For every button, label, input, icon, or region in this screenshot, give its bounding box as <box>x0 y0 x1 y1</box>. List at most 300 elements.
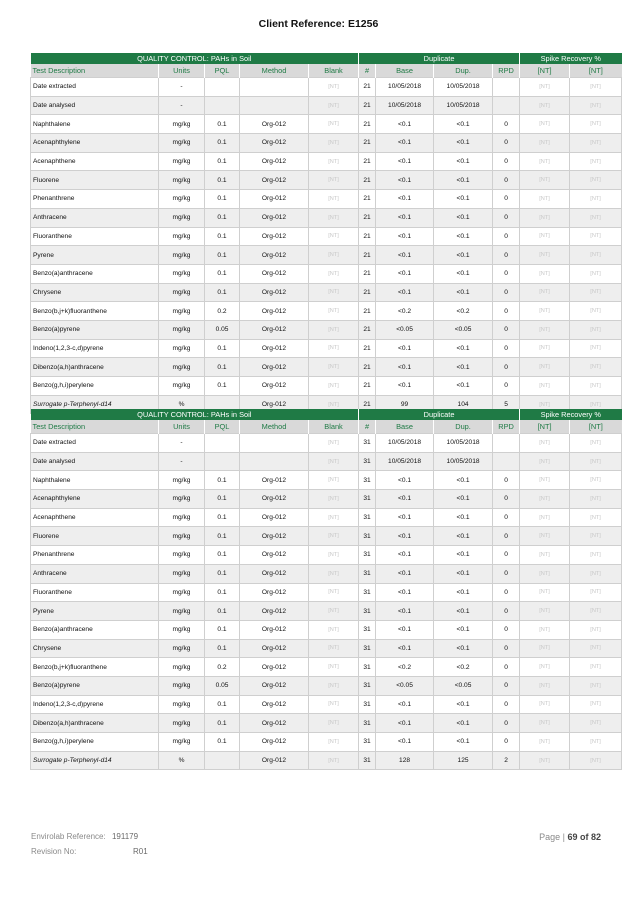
table-row <box>31 508 622 527</box>
table-cell: - <box>159 96 205 115</box>
table-cell: Naphthalene <box>31 471 159 490</box>
table-cell: Acenaphthene <box>31 152 159 171</box>
table-cell: [NT] <box>520 658 570 677</box>
table-cell: 0 <box>493 527 520 546</box>
revision-value: R01 <box>133 847 148 856</box>
table-cell: Org-012 <box>240 246 309 265</box>
table-cell: [NT] <box>309 490 359 509</box>
table-cell: 0 <box>493 302 520 321</box>
table-cell: 31 <box>359 452 376 471</box>
column-header: Method <box>240 420 309 434</box>
table-cell: [NT] <box>309 339 359 358</box>
table-cell: 0.1 <box>205 733 240 752</box>
table-cell: mg/kg <box>159 190 205 209</box>
table-cell: 0 <box>493 264 520 283</box>
table-cell: [NT] <box>570 152 622 171</box>
table-cell: 0.1 <box>205 527 240 546</box>
table-cell: 0.1 <box>205 639 240 658</box>
table-cell: [NT] <box>309 246 359 265</box>
table-cell: [NT] <box>570 395 622 414</box>
table-cell: <0.1 <box>434 283 493 302</box>
table-cell: [NT] <box>570 246 622 265</box>
table-cell: 0 <box>493 602 520 621</box>
table-cell: Org-012 <box>240 152 309 171</box>
table-cell: <0.1 <box>376 508 434 527</box>
table-cell: Benzo(g,h,i)perylene <box>31 377 159 396</box>
table-cell: mg/kg <box>159 246 205 265</box>
table-cell: 0 <box>493 208 520 227</box>
table-cell: 0.1 <box>205 115 240 134</box>
table-cell: <0.1 <box>434 620 493 639</box>
table-cell: <0.1 <box>376 227 434 246</box>
table-cell: <0.1 <box>434 471 493 490</box>
table-cell: [NT] <box>520 733 570 752</box>
table-cell: <0.1 <box>376 264 434 283</box>
table-cell: Org-012 <box>240 320 309 339</box>
table-cell: mg/kg <box>159 320 205 339</box>
table-cell: [NT] <box>309 452 359 471</box>
column-header: Units <box>159 64 205 78</box>
table-cell <box>205 78 240 97</box>
table-cell: mg/kg <box>159 620 205 639</box>
table-cell: Org-012 <box>240 115 309 134</box>
table-row <box>31 134 622 153</box>
table-cell: mg/kg <box>159 377 205 396</box>
table-cell: Phenanthrene <box>31 546 159 565</box>
table-cell <box>205 96 240 115</box>
table-cell: <0.1 <box>434 714 493 733</box>
table-cell: 31 <box>359 602 376 621</box>
table-cell: 5 <box>493 395 520 414</box>
table-cell: 0.1 <box>205 490 240 509</box>
table-cell: [NT] <box>309 171 359 190</box>
table-cell: <0.1 <box>376 733 434 752</box>
table-cell: <0.1 <box>434 527 493 546</box>
table-cell: Org-012 <box>240 134 309 153</box>
table-cell: <0.1 <box>376 358 434 377</box>
table-cell: Org-012 <box>240 751 309 770</box>
table-cell: Org-012 <box>240 564 309 583</box>
table-cell: 21 <box>359 171 376 190</box>
table-cell: 21 <box>359 227 376 246</box>
table-cell: 21 <box>359 190 376 209</box>
table-cell: [NT] <box>520 639 570 658</box>
table-cell: 10/05/2018 <box>434 434 493 453</box>
column-header: # <box>359 420 376 434</box>
table-cell: 31 <box>359 490 376 509</box>
table-cell: 0 <box>493 658 520 677</box>
table-cell: [NT] <box>570 96 622 115</box>
table-cell <box>240 78 309 97</box>
page-number-value: 69 of 82 <box>567 832 601 842</box>
table-cell: <0.1 <box>434 358 493 377</box>
table-cell: 0 <box>493 490 520 509</box>
envirolab-reference-label: Envirolab Reference: <box>31 832 106 841</box>
table-cell: Org-012 <box>240 620 309 639</box>
table-cell: <0.1 <box>376 471 434 490</box>
page-number-label: Page | <box>539 832 565 842</box>
table-cell: <0.1 <box>376 564 434 583</box>
table-cell: 2 <box>493 751 520 770</box>
table-cell: 0.1 <box>205 471 240 490</box>
table-cell: [NT] <box>520 714 570 733</box>
table-cell: Org-012 <box>240 676 309 695</box>
table-cell <box>493 96 520 115</box>
table-cell: [NT] <box>570 676 622 695</box>
table-cell: <0.1 <box>376 602 434 621</box>
table-cell: <0.1 <box>434 208 493 227</box>
table-cell: Date analysed <box>31 96 159 115</box>
table-cell: [NT] <box>309 434 359 453</box>
table-cell: [NT] <box>520 152 570 171</box>
column-header: [NT] <box>520 420 570 434</box>
table-cell: [NT] <box>570 264 622 283</box>
column-header: Blank <box>309 420 359 434</box>
revision-number <box>31 847 148 856</box>
table-cell: [NT] <box>570 283 622 302</box>
table-cell: mg/kg <box>159 639 205 658</box>
column-header: Base <box>376 420 434 434</box>
table-row <box>31 264 622 283</box>
column-header: [NT] <box>570 64 622 78</box>
table-cell: Anthracene <box>31 208 159 227</box>
page-number <box>539 832 601 842</box>
table-cell: [NT] <box>309 639 359 658</box>
table-row <box>31 302 622 321</box>
table-cell: [NT] <box>520 395 570 414</box>
table-cell: <0.2 <box>434 658 493 677</box>
table-cell: 0.1 <box>205 190 240 209</box>
table-cell: 31 <box>359 583 376 602</box>
table-cell: [NT] <box>520 302 570 321</box>
table-cell: [NT] <box>309 115 359 134</box>
table-cell: 0 <box>493 283 520 302</box>
table-cell: mg/kg <box>159 714 205 733</box>
column-header: [NT] <box>570 420 622 434</box>
table-cell: Pyrene <box>31 602 159 621</box>
table-cell: [NT] <box>570 695 622 714</box>
table-cell: [NT] <box>570 339 622 358</box>
column-header: Dup. <box>434 420 493 434</box>
table-cell: mg/kg <box>159 564 205 583</box>
qc-table-1 <box>30 53 622 414</box>
table-cell: Fluorene <box>31 527 159 546</box>
table-cell: mg/kg <box>159 134 205 153</box>
table-cell <box>240 452 309 471</box>
table-row <box>31 227 622 246</box>
envirolab-reference <box>31 832 138 841</box>
table-cell: Acenaphthylene <box>31 134 159 153</box>
table-cell: 0 <box>493 320 520 339</box>
table-cell: [NT] <box>520 620 570 639</box>
table-cell: [NT] <box>309 227 359 246</box>
table-row <box>31 339 622 358</box>
table-cell: 21 <box>359 208 376 227</box>
table-cell: 0.1 <box>205 695 240 714</box>
table-cell: [NT] <box>520 78 570 97</box>
column-header: PQL <box>205 420 240 434</box>
table-cell: mg/kg <box>159 115 205 134</box>
table-cell: Fluorene <box>31 171 159 190</box>
table-row <box>31 377 622 396</box>
table-cell: <0.1 <box>434 564 493 583</box>
table-cell: 0 <box>493 471 520 490</box>
table-cell: 0 <box>493 714 520 733</box>
column-header: Test Description <box>31 64 159 78</box>
table-cell: [NT] <box>520 171 570 190</box>
table-cell: 31 <box>359 695 376 714</box>
table-cell: 10/05/2018 <box>376 434 434 453</box>
table-cell: % <box>159 751 205 770</box>
table-cell: Org-012 <box>240 171 309 190</box>
table-cell: Org-012 <box>240 377 309 396</box>
column-header: # <box>359 64 376 78</box>
table-cell: [NT] <box>309 78 359 97</box>
table-row <box>31 546 622 565</box>
table-cell: [NT] <box>570 714 622 733</box>
table-cell: <0.1 <box>434 190 493 209</box>
table-cell: <0.1 <box>434 546 493 565</box>
table-cell: [NT] <box>520 358 570 377</box>
table-cell: <0.1 <box>376 377 434 396</box>
table-cell: 0 <box>493 695 520 714</box>
table-cell: Acenaphthylene <box>31 490 159 509</box>
table-cell: <0.1 <box>434 134 493 153</box>
column-header: Units <box>159 420 205 434</box>
table-cell: Fluoranthene <box>31 583 159 602</box>
table-cell: 0 <box>493 546 520 565</box>
table-cell: <0.1 <box>434 377 493 396</box>
table-cell: [NT] <box>309 377 359 396</box>
table-cell <box>205 434 240 453</box>
column-header: Method <box>240 64 309 78</box>
table-row <box>31 583 622 602</box>
table-cell: mg/kg <box>159 733 205 752</box>
table-cell: 0 <box>493 152 520 171</box>
table-cell: Org-012 <box>240 302 309 321</box>
table-cell: Org-012 <box>240 208 309 227</box>
table-cell: <0.1 <box>434 602 493 621</box>
table-cell: Org-012 <box>240 658 309 677</box>
table-cell: 0 <box>493 620 520 639</box>
table-cell: [NT] <box>520 434 570 453</box>
table-row <box>31 320 622 339</box>
table-cell: 0.1 <box>205 246 240 265</box>
table-cell: 21 <box>359 302 376 321</box>
table-cell: [NT] <box>520 751 570 770</box>
table-cell: [NT] <box>520 115 570 134</box>
table-cell: 31 <box>359 733 376 752</box>
table-cell: 0.1 <box>205 546 240 565</box>
table-cell: [NT] <box>570 434 622 453</box>
table-row <box>31 246 622 265</box>
table-row <box>31 695 622 714</box>
table-cell: mg/kg <box>159 583 205 602</box>
table-cell: 0.2 <box>205 302 240 321</box>
table-cell: <0.1 <box>434 695 493 714</box>
table-cell: 0.1 <box>205 283 240 302</box>
table-cell: <0.1 <box>376 283 434 302</box>
table-row <box>31 490 622 509</box>
table-cell: 31 <box>359 639 376 658</box>
table-cell: <0.1 <box>376 190 434 209</box>
table-cell: [NT] <box>520 490 570 509</box>
table-cell: [NT] <box>570 602 622 621</box>
table-cell: <0.1 <box>434 171 493 190</box>
table-cell: 31 <box>359 658 376 677</box>
table-row <box>31 358 622 377</box>
qc-table-2 <box>30 409 622 770</box>
table-cell: 21 <box>359 264 376 283</box>
table-cell: - <box>159 434 205 453</box>
table-cell: Indeno(1,2,3-c,d)pyrene <box>31 339 159 358</box>
table-cell: [NT] <box>570 751 622 770</box>
table-cell <box>493 452 520 471</box>
table-cell: 10/05/2018 <box>434 452 493 471</box>
table-cell: Chrysene <box>31 639 159 658</box>
table-cell: Dibenzo(a,h)anthracene <box>31 714 159 733</box>
table-cell: 10/05/2018 <box>376 452 434 471</box>
table-cell: 31 <box>359 471 376 490</box>
table-cell: Benzo(a)anthracene <box>31 264 159 283</box>
table-cell: 0 <box>493 246 520 265</box>
table-cell: 0 <box>493 377 520 396</box>
table-cell: Org-012 <box>240 733 309 752</box>
table-cell: [NT] <box>309 508 359 527</box>
table-cell: Benzo(b,j+k)fluoranthene <box>31 658 159 677</box>
table-cell: <0.1 <box>376 620 434 639</box>
table-cell: [NT] <box>570 320 622 339</box>
table-cell: <0.1 <box>434 339 493 358</box>
table-cell: 21 <box>359 339 376 358</box>
table-row <box>31 527 622 546</box>
table-row <box>31 452 622 471</box>
table-cell: <0.1 <box>434 508 493 527</box>
table-cell: [NT] <box>520 695 570 714</box>
table-cell: 0.1 <box>205 564 240 583</box>
table-row <box>31 620 622 639</box>
table-cell: Acenaphthene <box>31 508 159 527</box>
table-cell: Org-012 <box>240 602 309 621</box>
table-cell: [NT] <box>309 96 359 115</box>
table-cell: [NT] <box>309 583 359 602</box>
table-cell: 0.1 <box>205 227 240 246</box>
table-cell: 10/05/2018 <box>376 96 434 115</box>
table-cell <box>240 96 309 115</box>
table-cell: <0.1 <box>434 152 493 171</box>
table-cell: 0.1 <box>205 134 240 153</box>
table-cell: [NT] <box>309 264 359 283</box>
table-cell: [NT] <box>570 658 622 677</box>
table-cell: [NT] <box>309 190 359 209</box>
table-cell: [NT] <box>520 676 570 695</box>
table-cell: 21 <box>359 283 376 302</box>
table-cell: Benzo(a)pyrene <box>31 320 159 339</box>
table-row <box>31 96 622 115</box>
table-cell: [NT] <box>570 358 622 377</box>
table-cell: % <box>159 395 205 414</box>
table-cell: <0.1 <box>434 115 493 134</box>
table-cell: [NT] <box>570 620 622 639</box>
table-row <box>31 471 622 490</box>
table-row <box>31 639 622 658</box>
table-cell: [NT] <box>309 134 359 153</box>
table-cell: 21 <box>359 377 376 396</box>
column-header: Dup. <box>434 64 493 78</box>
table-cell: <0.1 <box>376 246 434 265</box>
table-cell: Indeno(1,2,3-c,d)pyrene <box>31 695 159 714</box>
table-cell: [NT] <box>570 527 622 546</box>
table-cell: mg/kg <box>159 490 205 509</box>
table-cell: mg/kg <box>159 602 205 621</box>
table-cell: 0.1 <box>205 714 240 733</box>
table-cell: Org-012 <box>240 358 309 377</box>
table-cell: <0.1 <box>376 639 434 658</box>
table-cell: [NT] <box>309 602 359 621</box>
table-cell: [NT] <box>520 320 570 339</box>
table-row <box>31 171 622 190</box>
table-cell: 0.1 <box>205 508 240 527</box>
table-cell: [NT] <box>520 246 570 265</box>
group-header: QUALITY CONTROL: PAHs in Soil <box>31 53 359 64</box>
table-cell: [NT] <box>570 208 622 227</box>
table-cell: 21 <box>359 395 376 414</box>
table-cell: Benzo(a)anthracene <box>31 620 159 639</box>
table-cell: 0.1 <box>205 620 240 639</box>
table-cell: - <box>159 452 205 471</box>
table-cell: <0.1 <box>376 527 434 546</box>
table-row <box>31 751 622 770</box>
table-cell: [NT] <box>570 377 622 396</box>
table-cell: 31 <box>359 527 376 546</box>
table-cell: Org-012 <box>240 508 309 527</box>
table-cell: 0.1 <box>205 152 240 171</box>
table-cell: 0 <box>493 676 520 695</box>
table-cell: [NT] <box>309 283 359 302</box>
table-cell: [NT] <box>520 283 570 302</box>
table-cell: mg/kg <box>159 546 205 565</box>
table-cell: <0.1 <box>376 208 434 227</box>
table-cell: mg/kg <box>159 658 205 677</box>
table-cell: - <box>159 78 205 97</box>
table-cell: 0.1 <box>205 377 240 396</box>
table-cell: [NT] <box>570 134 622 153</box>
table-cell: [NT] <box>520 546 570 565</box>
table-row <box>31 152 622 171</box>
table-cell: 0 <box>493 733 520 752</box>
table-cell: mg/kg <box>159 339 205 358</box>
table-cell: [NT] <box>520 583 570 602</box>
table-cell: 0 <box>493 115 520 134</box>
table-cell: [NT] <box>570 546 622 565</box>
table-cell: Anthracene <box>31 564 159 583</box>
table-cell: [NT] <box>309 395 359 414</box>
table-cell: Benzo(b,j+k)fluoranthene <box>31 302 159 321</box>
table-cell: Org-012 <box>240 471 309 490</box>
table-cell: 31 <box>359 714 376 733</box>
table-cell: [NT] <box>520 564 570 583</box>
table-cell: <0.1 <box>434 246 493 265</box>
column-header: Base <box>376 64 434 78</box>
table-cell: 0 <box>493 508 520 527</box>
table-row <box>31 602 622 621</box>
table-cell: Phenanthrene <box>31 190 159 209</box>
table-cell: 21 <box>359 115 376 134</box>
table-cell: mg/kg <box>159 152 205 171</box>
table-cell: [NT] <box>570 490 622 509</box>
table-row <box>31 190 622 209</box>
table-cell: Dibenzo(a,h)anthracene <box>31 358 159 377</box>
